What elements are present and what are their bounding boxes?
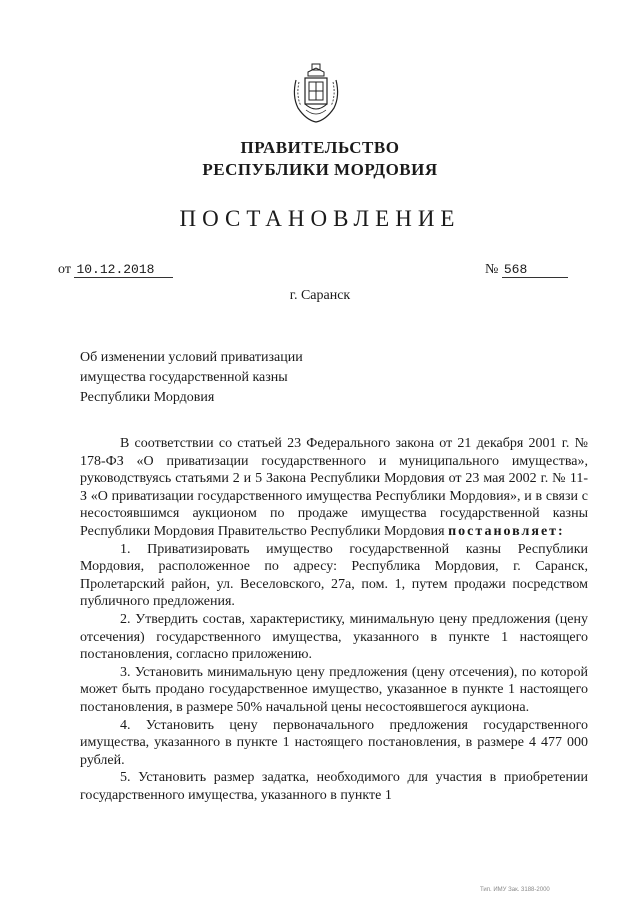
preamble-text: В соответствии со статьей 23 Федерального закона от 21 декабря 2001 г. № 178-ФЗ «О приватизации государственного и муниципального имущества», руководствуясь статьями 2 и 5 Закона Республики Мордовия от 23 мая 2002 г. № 11-З «О приватизации государственного имущества Республики Мордовия», и в связи с несостоявшимся аукционом по продаже имущества государственной казны Республики Мордовия Правительство Республики Мордовия: [80, 436, 588, 539]
document-type-title: ПОСТАНОВЛЕНИЕ: [179, 206, 461, 231]
clause-1: 1. Приватизировать имущество государственной казны Республики Мордовия, расположенное по адресу: Республика Мордовия, г. Саранск, Пролетарский район, ул. Веселовского, 27а, пом. 1, путем продажи посредством публичного предложения.: [80, 541, 588, 610]
document-body: [80, 435, 588, 804]
date-value: 10.12.2018: [74, 262, 173, 278]
clause-2: 2. Утвердить состав, характеристику, минимальную цену предложения (цену отсечения) государственного имущества, указанного в пункте 1 настоящего постановления, согласно приложению.: [80, 611, 588, 663]
clause-5: 5. Установить размер задатка, необходимого для участия в приобретении государственного имущества, указанного в пункте 1: [80, 770, 588, 803]
coat-of-arms-emblem: [288, 62, 344, 126]
government-name-line2: РЕСПУБЛИКИ МОРДОВИЯ: [202, 160, 438, 179]
city-name: г. Саранск: [289, 288, 351, 303]
document-subject: [80, 348, 340, 408]
subject-line: имущества государственной казны: [80, 370, 288, 385]
print-code: Тип. ИМУ Зак. 3188-2000: [480, 887, 550, 893]
subject-line: Республики Мордовия: [80, 390, 215, 405]
clause-4: 4. Установить цену первоначального предложения государственного имущества, указанного в пункте 1 настоящего постановления, в размере 4 477 000 рублей.: [80, 717, 588, 768]
number-value: 568: [502, 262, 568, 278]
subject-line: Об изменении условий приватизации: [80, 350, 303, 365]
number-prefix: №: [485, 262, 499, 277]
resolves-keyword: постановляет:: [448, 523, 565, 539]
clause-3: 3. Установить минимальную цену предложения (цену отсечения), по которой может быть продано государственное имущество, указанное в пункте 1 настоящего постановления, в размере 50% начальной цены несостоявшегося аукциона.: [80, 664, 588, 715]
date-prefix: от: [58, 262, 71, 277]
document-date: [58, 262, 173, 278]
preamble-paragraph: [80, 435, 588, 541]
document-number: [485, 262, 568, 278]
government-name-line1: ПРАВИТЕЛЬСТВО: [240, 138, 400, 157]
